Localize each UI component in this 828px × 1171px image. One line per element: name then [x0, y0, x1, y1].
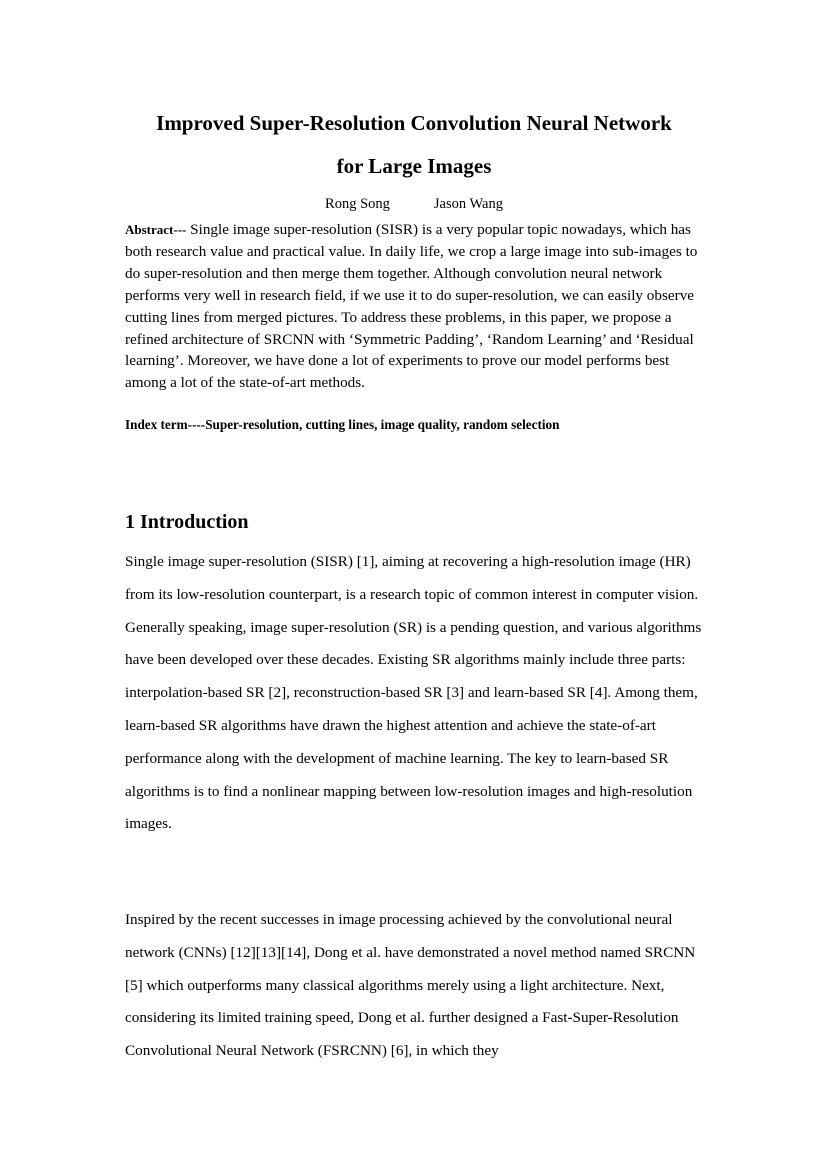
author-name: Rong Song: [325, 196, 390, 212]
abstract-text: Single image super-resolution (SISR) is a very popular topic nowadays, which has both research value and practical value. In daily life, we crop a large image into sub-images to do super-resolution and then merge them together. Although convolution neural network performs very well in research field, if we use it to do super-resolution, we can easily observe cutting lines from merged pictures. To address these problems, in this paper, we propose a refined architecture of SRCNN with ‘Symmetric Padding’, ‘Random Learning’ and ‘Residual learning’. Moreover, we have done a lot of experiments to prove our model performs best among a lot of the state-of-art methods.: [125, 221, 698, 392]
body-paragraph: Inspired by the recent successes in image processing achieved by the convolutional neural network (CNNs) [12][13][14], Dong et al. have demonstrated a novel method named SRCNN [5] which outperforms many classical algorithms merely using a light architecture. Next, considering its limited training speed, Dong et al. further designed a Fast-Super-Resolution Convolutional Neural Network (FSRCNN) [6], in which they: [125, 911, 696, 1060]
body-paragraph: Single image super-resolution (SISR) [1], aiming at recovering a high-resolution image (HR) from its low-resolution counterpart, is a research topic of common interest in computer vision. Generally speaking, image super-resolution (SR) is a pending question, and various algorithms have been developed over these decades. Existing SR algorithms mainly include three parts: interpolation-based SR [2], reconstruction-based SR [3] and learn-based SR [4]. Among them, learn-based SR algorithms have drawn the highest attention and achieve the state-of-art performance along with the development of machine learning. The key to learn-based SR algorithms is to find a nonlinear mapping between low-resolution images and high-resolution images.: [125, 553, 702, 833]
paper-title-line-2: for Large Images: [336, 154, 492, 178]
paper-title-line-1: Improved Super-Resolution Convolution Neural Network: [156, 111, 672, 135]
section-heading-introduction: 1 Introduction: [125, 511, 249, 533]
abstract-label: Abstract---: [125, 222, 187, 237]
author-name: Jason Wang: [433, 196, 503, 212]
index-terms: Index term----Super-resolution, cutting lines, image quality, random selection: [125, 417, 560, 432]
author-list: [0, 196, 828, 213]
abstract: [125, 219, 705, 394]
